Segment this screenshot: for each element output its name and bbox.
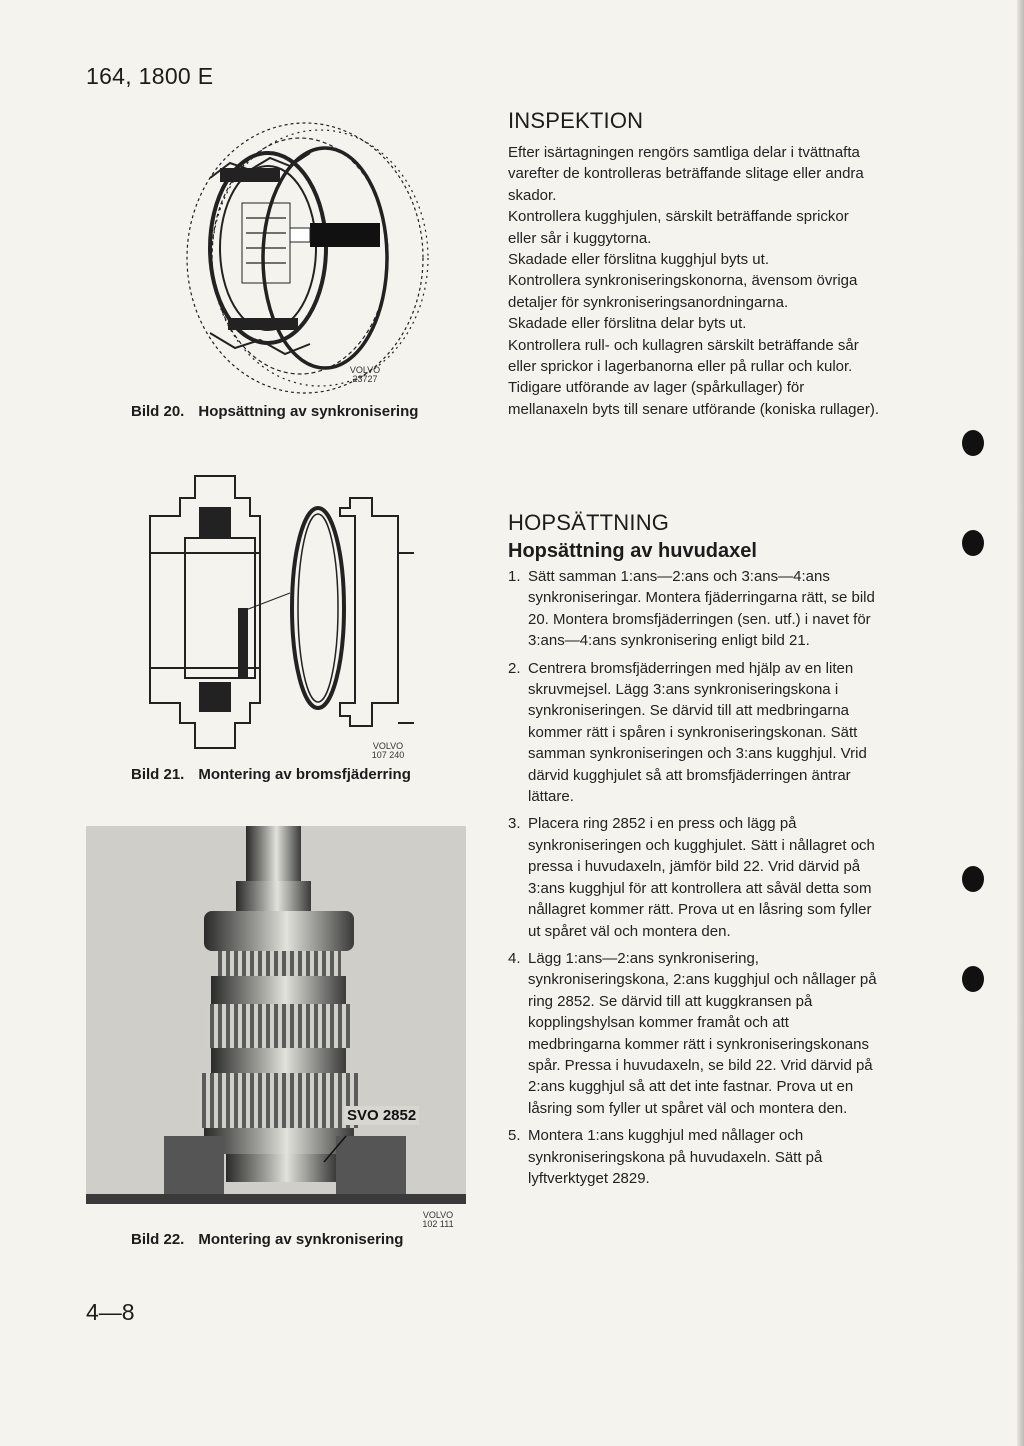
step-item (508, 948, 880, 1119)
brake-spring-ring-drawing (140, 468, 422, 758)
assembly-steps (508, 566, 880, 1195)
figure-21-caption (131, 766, 411, 783)
figure-20-stamp: VOLVO 23727 (349, 365, 381, 384)
inspektion-body (508, 142, 880, 420)
figure-caption-text: Hopsättning av synkronisering (198, 403, 419, 420)
hopsattning-subheading: Hopsättning av huvudaxel (508, 540, 757, 562)
inspektion-paragraph: Skadade eller förslitna kugghjul byts ut. (508, 251, 769, 269)
figure-22-caption (131, 1231, 403, 1248)
step-item (508, 1125, 880, 1189)
figure-caption-text: Montering av synkronisering (198, 1231, 404, 1248)
figure-21-stamp: VOLVO 107 240 (371, 741, 405, 760)
inspektion-heading: INSPEKTION (508, 108, 644, 133)
inspektion-paragraph: Kontrollera kugghjulen, särskilt beträffande sprickor eller sår i kuggytorna. (508, 208, 849, 247)
step-number: 1. (508, 568, 521, 585)
step-item (508, 566, 880, 652)
figure-22-stamp: VOLVO 102 111 (422, 1210, 454, 1229)
inspektion-paragraph: Kontrollera synkroniseringskonorna, ävensom övriga detaljer för synkroniseringsanordningarna. (508, 272, 858, 311)
binder-hole-icon (962, 430, 984, 456)
step-number: 2. (508, 659, 521, 677)
figure-20-illustration (150, 108, 440, 408)
step-number: 3. (508, 815, 521, 833)
step-text: Centrera bromsfjäderringen med hjälp av en liten skruvmejsel. Lägg 3:ans synkroniseringskona i synkroniseringen. Se därvid till att medbringarna kommer rätt i spåren i synkroniseringskonan. Sätt samman synkroniseringen och 3:ans kugghjul. Vrid därvid kugghjulet så att bromsfjäderringen äntrar lättare. (528, 659, 867, 806)
step-text: Sätt samman 1:ans—2:ans och 3:ans—4:ans synkroniseringar. Montera fjäderringarna rätt, se bild 20. Montera bromsfjäderringen (sen. utf.) i navet för 3:ans—4:ans synkronisering enligt bild 21. (528, 568, 875, 650)
binder-hole-icon (962, 530, 984, 556)
inspektion-paragraph: Skadade eller förslitna delar byts ut. (508, 315, 747, 333)
hopsattning-heading: HOPSÄTTNING (508, 510, 670, 535)
figure-number: Bild 21. (131, 766, 185, 783)
step-text: Placera ring 2852 i en press och lägg på synkroniseringen och kugghjulet. Sätt i nållagret och pressa i huvudaxeln, jämför bild 22. Vrid därvid på 3:ans kugghjul för att kontrollera att såväl detta som nållagret kommer rätt. Prova ut en låsring som fyller ut spåret väl och montera den. (528, 815, 875, 940)
figure-number: Bild 20. (131, 403, 185, 420)
press-photo-drawing (86, 826, 466, 1204)
figure-21-illustration (140, 468, 422, 758)
page-edge-shadow (1017, 0, 1024, 1446)
figure-caption-text: Montering av bromsfjäderring (198, 766, 411, 783)
page-number: 4—8 (86, 1299, 135, 1325)
page-header: 164, 1800 E (86, 63, 214, 89)
step-text: Montera 1:ans kugghjul med nållager och synkroniseringskona på huvudaxeln. Sätt på lyftverktyget 2829. (528, 1127, 823, 1187)
figure-22-photo (86, 826, 466, 1204)
step-text: Lägg 1:ans—2:ans synkronisering, synkroniseringskona, 2:ans kugghjul och nållager på ring 2852. Se därvid till att kuggkransen på kopplingshylsan kommer framåt och att medbringarna kommer rätt i synkroniseringskonans spår. Pressa i huvudaxeln, se bild 22. Vrid därvid på 2:ans kugghjul så att det inte fastnar. Prova ut en låsring som fyller ut spåret väl och montera den. (528, 949, 877, 1117)
inspektion-paragraph: Efter isärtagningen rengörs samtliga delar i tvättnafta varefter de kontrolleras beträffande slitage eller andra skador. (508, 144, 864, 204)
synchronizer-drawing (150, 108, 440, 408)
step-item (508, 813, 880, 941)
binder-hole-icon (962, 866, 984, 892)
tool-label: SVO 2852 (344, 1106, 419, 1125)
figure-number: Bild 22. (131, 1231, 185, 1248)
step-number: 4. (508, 949, 521, 967)
binder-hole-icon (962, 966, 984, 992)
step-item (508, 658, 880, 808)
step-number: 5. (508, 1127, 521, 1145)
inspektion-paragraph: Kontrollera rull- och kullagren särskilt beträffande sår eller sprickor i lagerbanorna eller på rullar och kulor. Tidigare utförande av lager (spårkullager) för mellanaxeln byts till senare utförande (koniska rullager). (508, 336, 880, 418)
figure-20-caption (131, 403, 418, 420)
